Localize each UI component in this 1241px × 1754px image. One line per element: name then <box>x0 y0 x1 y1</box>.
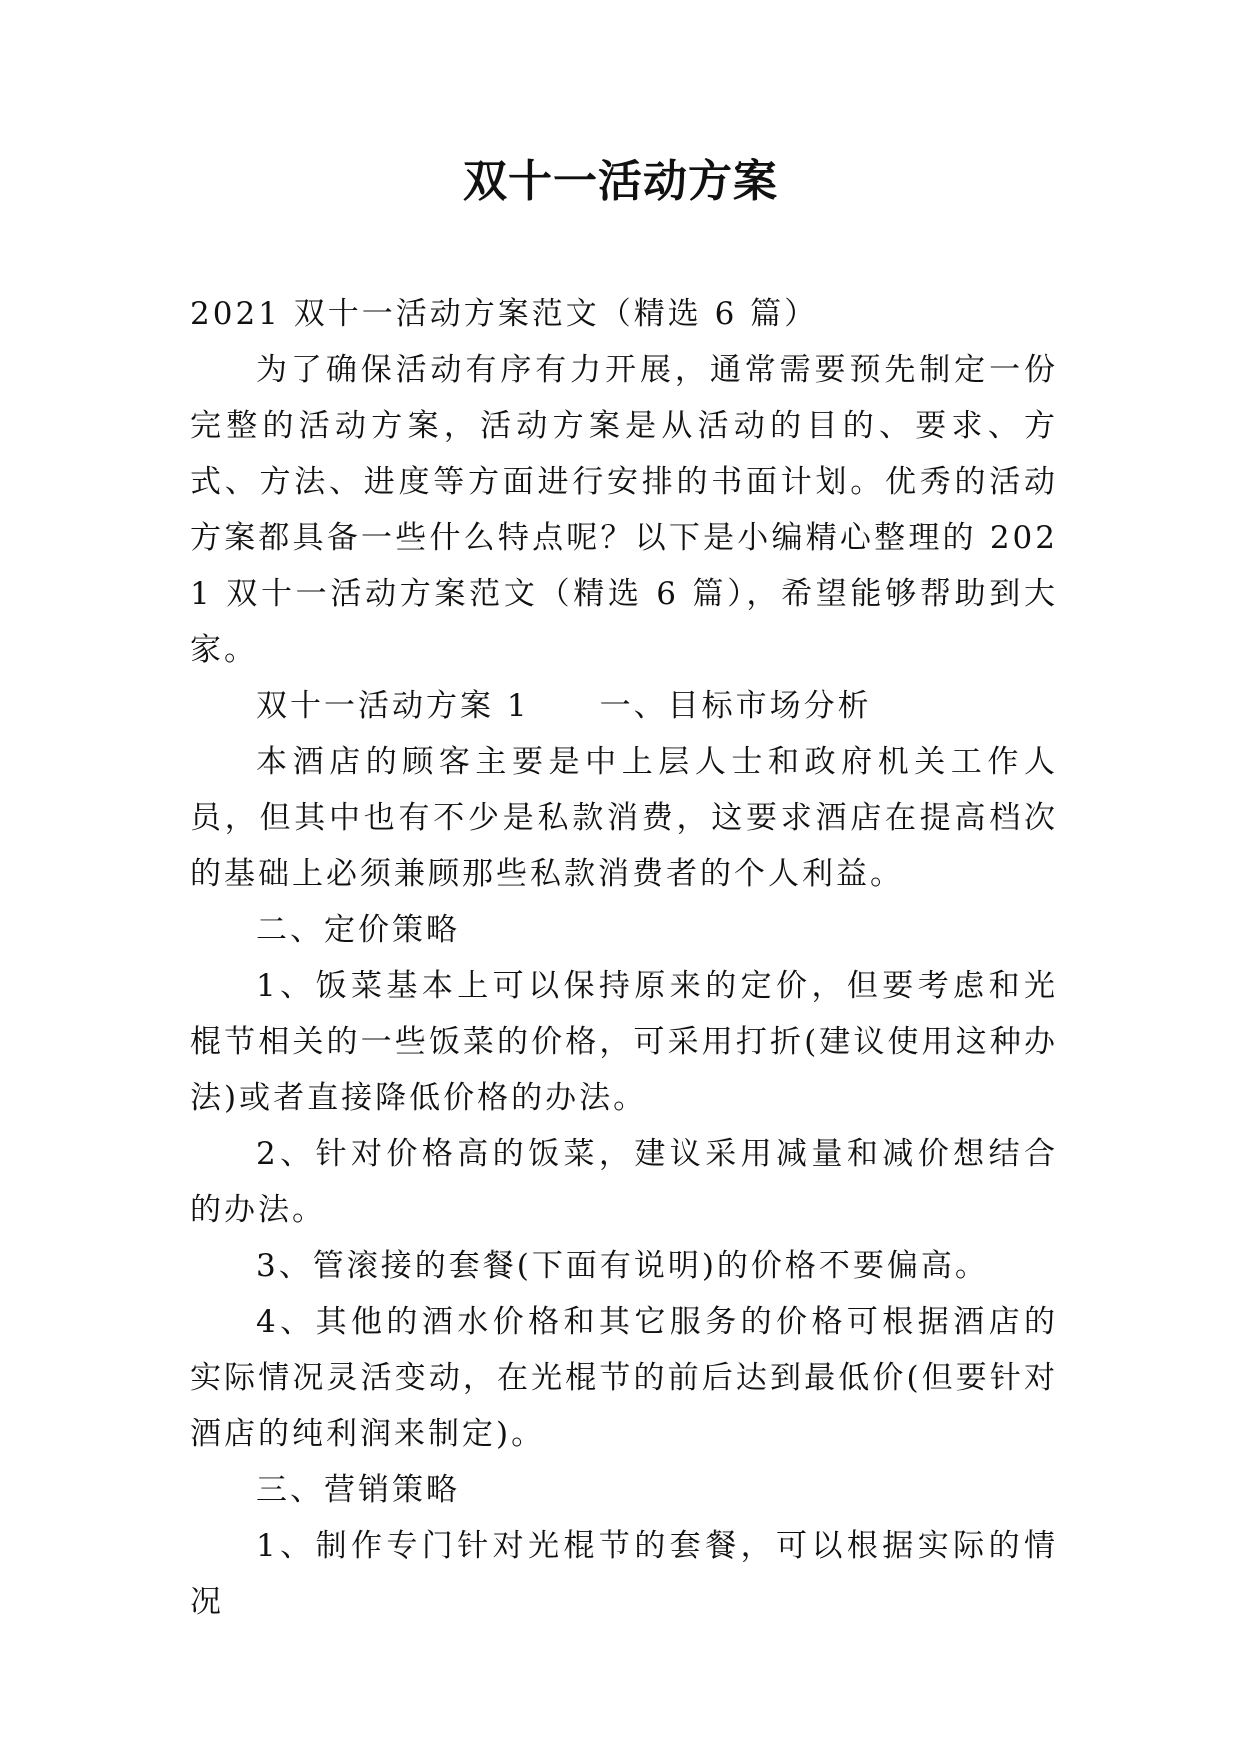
pricing-item-2: 2、针对价格高的饭菜，建议采用减量和减价想结合的办法。 <box>190 1136 1058 1228</box>
pricing-item-4: 4、其他的酒水价格和其它服务的价格可根据酒店的实际情况灵活变动，在光棍节的前后达到最低价(但要针对酒店的纯利润来制定)。 <box>190 1304 1058 1452</box>
market-analysis-paragraph: 本酒店的顾客主要是中上层人士和政府机关工作人员，但其中也有不少是私款消费，这要求酒店在提高档次的基础上必须兼顾那些私款消费者的个人利益。 <box>190 744 1058 892</box>
page-title: 双十一活动方案 <box>463 156 778 207</box>
marketing-heading: 三、营销策略 <box>256 1472 460 1508</box>
pricing-item-1: 1、饭菜基本上可以保持原来的定价，但要考虑和光棍节相关的一些饭菜的价格，可采用打折(建议使用这种办法)或者直接降低价格的办法。 <box>190 968 1058 1116</box>
document-body <box>190 286 1058 1630</box>
section-heading-line <box>190 678 1058 734</box>
document-subtitle: 2021 双十一活动方案范文（精选 6 篇） <box>190 296 819 332</box>
section-1-subheading: 一、目标市场分析 <box>599 688 872 724</box>
section-1-heading: 双十一活动方案 1 <box>256 688 530 724</box>
pricing-item-3: 3、管滚接的套餐(下面有说明)的价格不要偏高。 <box>256 1248 989 1284</box>
marketing-item-1: 1、制作专门针对光棍节的套餐，可以根据实际的情况 <box>190 1528 1058 1620</box>
intro-paragraph: 为了确保活动有序有力开展，通常需要预先制定一份完整的活动方案，活动方案是从活动的目的、要求、方式、方法、进度等方面进行安排的书面计划。优秀的活动方案都具备一些什么特点呢？以下是小编精心整理的 2021 双十一活动方案范文（精选 6 篇），希望能够帮助到大家。 <box>190 352 1058 668</box>
pricing-heading: 二、定价策略 <box>256 912 460 948</box>
